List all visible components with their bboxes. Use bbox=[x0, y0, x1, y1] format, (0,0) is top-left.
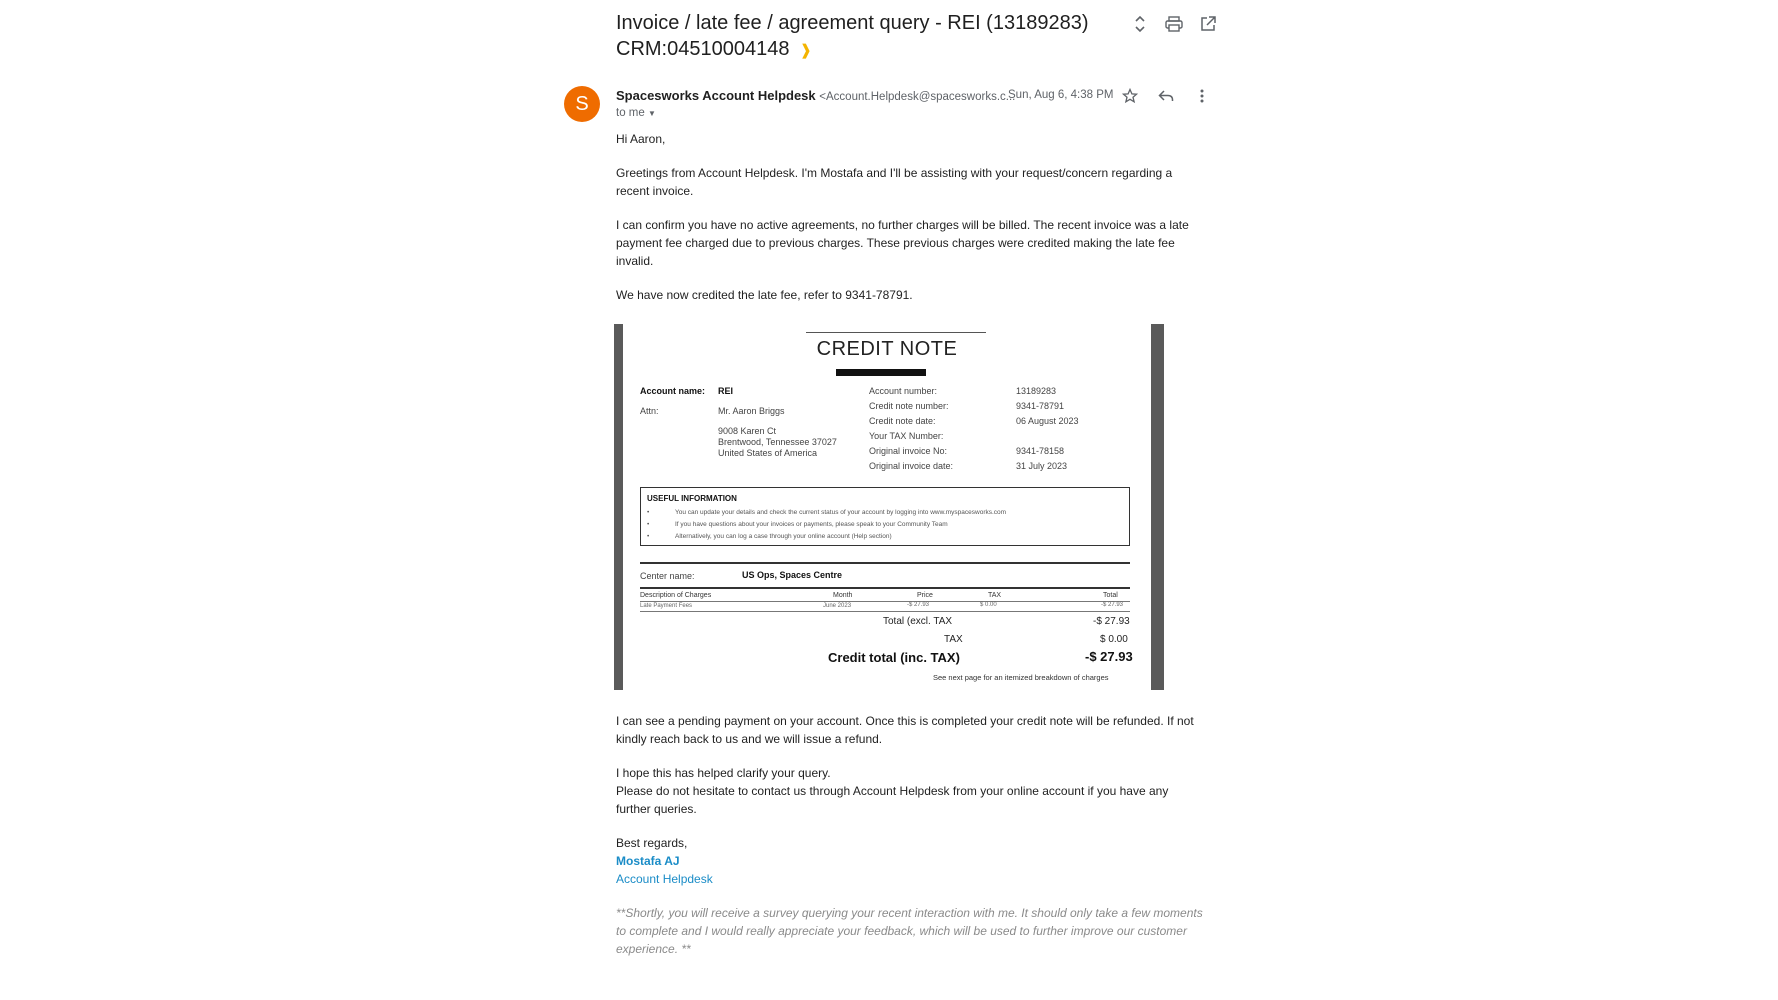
more-options-icon[interactable] bbox=[1192, 86, 1212, 106]
subject-line-2: CRM:04510004148 bbox=[616, 38, 790, 60]
account-name-value: REI bbox=[718, 386, 734, 396]
reply-icon[interactable] bbox=[1156, 86, 1176, 106]
credit-note-number-value: 9341-78791 bbox=[1016, 401, 1065, 411]
center-name-label: Center name: bbox=[640, 571, 695, 581]
account-name-label: Account name: bbox=[640, 386, 706, 396]
credit-total-label: Credit total (inc. TAX) bbox=[828, 650, 960, 665]
sender-email: <Account.Helpdesk@spacesworks.c... bbox=[819, 91, 1016, 103]
center-name-value: US Ops, Spaces Centre bbox=[742, 570, 843, 580]
row-total: -$ 27.93 bbox=[1101, 602, 1124, 608]
original-invoice-label: Original invoice No: bbox=[869, 446, 948, 456]
credit-note-image[interactable] bbox=[614, 324, 1164, 690]
message-timestamp: Sun, Aug 6, 4:38 PM bbox=[1008, 89, 1114, 101]
divider bbox=[640, 601, 1130, 602]
signature-name: Mostafa AJ bbox=[616, 854, 680, 868]
body-paragraph-1: Greetings from Account Helpdesk. I'm Mostafa and I'll be assisting with your request/concern regarding a recent invoice. bbox=[616, 166, 1173, 198]
credit-note-date-value: 06 August 2023 bbox=[1016, 416, 1079, 426]
address-line-2: Brentwood, Tennessee 37027 bbox=[718, 437, 837, 447]
row-description: Late Payment Fees bbox=[640, 603, 693, 609]
account-number-label: Account number: bbox=[869, 386, 938, 396]
greeting: Hi Aaron, bbox=[616, 132, 666, 146]
divider bbox=[806, 332, 986, 333]
attn-label: Attn: bbox=[640, 406, 659, 416]
credit-note-date-label: Credit note date: bbox=[869, 416, 936, 426]
itemized-footnote: See next page for an itemized breakdown of charges bbox=[933, 673, 1109, 682]
recipients-toggle[interactable] bbox=[616, 107, 656, 119]
row-month: June 2023 bbox=[823, 603, 852, 609]
row-price: -$ 27.93 bbox=[907, 602, 930, 608]
attn-value: Mr. Aaron Briggs bbox=[718, 406, 785, 416]
print-icon[interactable] bbox=[1164, 14, 1184, 34]
useful-information-title: USEFUL INFORMATION bbox=[647, 494, 737, 503]
divider bbox=[640, 587, 1130, 589]
useful-information-box: USEFUL INFORMATION • You can update your details and check the current status of your account by logging into www.myspacesworks.com • If you have questions about your invoices or payments, please speak to your Community Team • Alternatively, you can log a case through your online account (Help section) bbox=[640, 487, 1130, 546]
email-subject bbox=[616, 10, 1136, 64]
original-invoice-date-value: 31 July 2023 bbox=[1016, 461, 1068, 471]
message-actions bbox=[1120, 86, 1212, 106]
avatar[interactable]: S bbox=[564, 86, 600, 122]
divider bbox=[640, 562, 1130, 564]
body-paragraph-3: We have now credited the late fee, refer to 9341-78791. bbox=[616, 288, 913, 302]
sender-name[interactable]: Spacesworks Account Helpdesk bbox=[616, 88, 816, 103]
account-number-value: 13189283 bbox=[1016, 386, 1057, 396]
title-underline-bar bbox=[836, 369, 926, 376]
original-invoice-value: 9341-78158 bbox=[1016, 446, 1065, 456]
credit-note-document bbox=[623, 324, 1151, 690]
body-paragraph-5b: Please do not hesitate to contact us through Account Helpdesk from your online account if you have any further queries. bbox=[616, 784, 1169, 816]
credit-total-value: -$ 27.93 bbox=[1085, 649, 1133, 664]
importance-marker-icon[interactable]: ❱ bbox=[799, 42, 813, 59]
to-me-label: to me bbox=[616, 107, 645, 119]
original-invoice-date-label: Original invoice date: bbox=[869, 461, 954, 471]
total-excl-tax-value: -$ 27.93 bbox=[1093, 616, 1130, 627]
open-in-new-icon[interactable] bbox=[1198, 14, 1218, 34]
tax-number-label: Your TAX Number: bbox=[869, 431, 944, 441]
col-total: Total bbox=[1103, 592, 1118, 599]
body-paragraph-2: I can confirm you have no active agreements, no further charges will be billed. The recent invoice was a late payment fee charged due to previous charges. These previous charges were credited making the late fee invalid. bbox=[616, 218, 1189, 268]
body-paragraph-5a: I hope this has helped clarify your query. bbox=[616, 766, 831, 780]
divider bbox=[640, 611, 1130, 612]
unfold-icon[interactable] bbox=[1130, 14, 1150, 34]
col-tax: TAX bbox=[988, 592, 1002, 599]
message-body bbox=[616, 130, 1206, 320]
star-icon[interactable] bbox=[1120, 86, 1140, 106]
subject-line-1: Invoice / late fee / agreement query - REI (13189283) bbox=[616, 12, 1089, 34]
total-excl-tax-label: Total (excl. TAX bbox=[883, 616, 953, 627]
col-month: Month bbox=[833, 592, 853, 599]
sender-info bbox=[616, 88, 1015, 103]
survey-note: **Shortly, you will receive a survey querying your recent interaction with me. It should only take a few moments to complete and I would really appreciate your feedback, which will be used to further improve our customer experience. ** bbox=[616, 906, 1203, 956]
message-body-continued bbox=[616, 712, 1206, 974]
address-line-1: 9008 Karen Ct bbox=[718, 426, 777, 436]
signature-role: Account Helpdesk bbox=[616, 872, 713, 886]
col-description: Description of Charges bbox=[640, 592, 712, 599]
credit-note-number-label: Credit note number: bbox=[869, 401, 949, 411]
tax-value: $ 0.00 bbox=[1100, 634, 1128, 645]
closing: Best regards, bbox=[616, 836, 688, 850]
chevron-down-icon: ▼ bbox=[647, 109, 656, 118]
address-line-3: United States of America bbox=[718, 448, 818, 458]
thread-toolbar bbox=[1130, 14, 1218, 34]
col-price: Price bbox=[917, 592, 933, 599]
row-tax: $ 0.00 bbox=[980, 602, 997, 608]
credit-note-title: CREDIT NOTE bbox=[816, 338, 958, 360]
tax-label: TAX bbox=[944, 634, 963, 645]
body-paragraph-4: I can see a pending payment on your account. Once this is completed your credit note will be refunded. If not kindly reach back to us and we will issue a refund. bbox=[616, 714, 1194, 746]
